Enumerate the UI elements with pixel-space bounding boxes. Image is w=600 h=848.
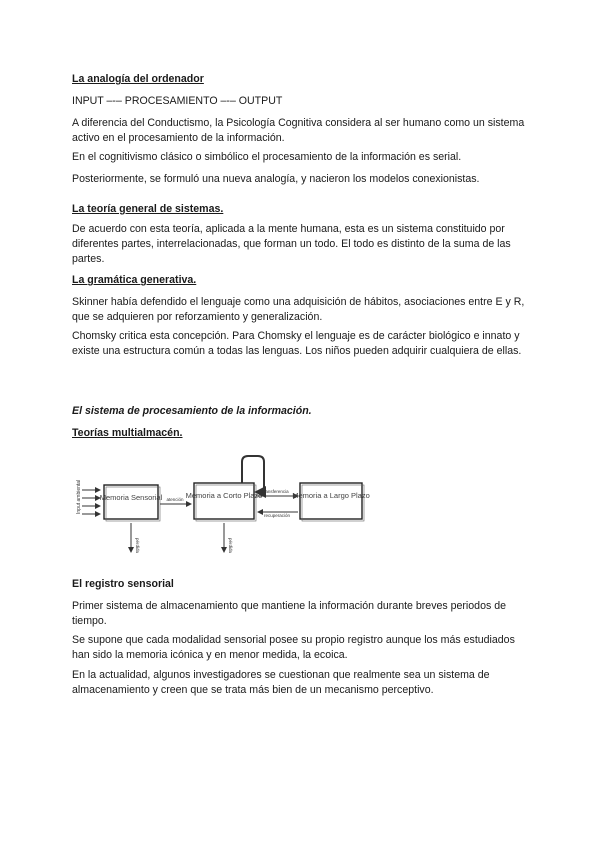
paragraph: Primer sistema de almacenamiento que mantiene la información durante breves periodos de tiempo. xyxy=(72,600,506,628)
short-term-memory-label: Memoria a Corto Plazo xyxy=(185,491,263,500)
analogy-flow: INPUT –-– PROCESAMIENTO –-– OUTPUT xyxy=(72,95,283,107)
loss-label-sensory: pérdida xyxy=(135,538,140,554)
paragraph: De acuerdo con esta teoría, aplicada a la mente humana, esta es un sistema constituido por diferentes partes, interrelacionadas, que forman un todo. El todo es distinto de la suma de las partes. xyxy=(72,223,511,266)
paragraph: En la actualidad, algunos investigadores se cuestionan que realmente sea un sistema de almacenamiento y creen que se trata más bien de un mecanismo perceptivo. xyxy=(72,669,490,697)
heading-multistore-theories: Teorías multialmacén. xyxy=(72,427,183,439)
heading-computer-analogy: La analogía del ordenador xyxy=(72,73,204,85)
input-label: Input ambiental xyxy=(76,479,82,514)
short-term-memory-box xyxy=(194,483,254,519)
heading-sensory-register: El registro sensorial xyxy=(72,578,174,590)
retrieval-label: recuperación xyxy=(263,513,291,518)
sensory-memory-label: Memoria Sensorial xyxy=(99,493,163,502)
long-term-memory-label: Memoria a Largo Plazo xyxy=(292,491,370,500)
heading-systems-theory: La teoría general de sistemas. xyxy=(72,203,224,215)
paragraph: En el cognitivismo clásico o simbólico el procesamiento de la información es serial. xyxy=(72,151,462,163)
sensory-memory-box xyxy=(104,485,158,519)
heading-information-processing: El sistema de procesamiento de la información. xyxy=(72,405,312,417)
heading-generative-grammar: La gramática generativa. xyxy=(72,274,197,286)
attention-label: atención xyxy=(166,497,184,502)
loss-label-short-term: pérdida xyxy=(228,538,233,554)
long-term-memory-box xyxy=(300,483,362,519)
paragraph: Skinner había defendido el lenguaje como una adquisición de hábitos, asociaciones entre E y R, que se adquieren por reforzamiento y generalización. xyxy=(72,296,525,324)
paragraph: Posteriormente, se formuló una nueva analogía, y nacieron los modelos conexionistas. xyxy=(72,173,480,185)
paragraph: A diferencia del Conductismo, la Psicología Cognitiva considera al ser humano como un sistema activo en el procesamiento de la información. xyxy=(72,117,525,145)
paragraph: Chomsky critica esta concepción. Para Chomsky el lenguaje es de carácter biológico e innato y existe una estructura común a todas las lenguas. Los niños pueden adquirir cualquiera de ellas. xyxy=(72,330,522,358)
paragraph: Se supone que cada modalidad sensorial posee su propio registro aunque los más estudiados han sido la memoria icónica y en menor medida, la ecoica. xyxy=(72,634,515,662)
transfer-label: Transferencia xyxy=(261,489,289,494)
multistore-diagram xyxy=(70,452,370,562)
